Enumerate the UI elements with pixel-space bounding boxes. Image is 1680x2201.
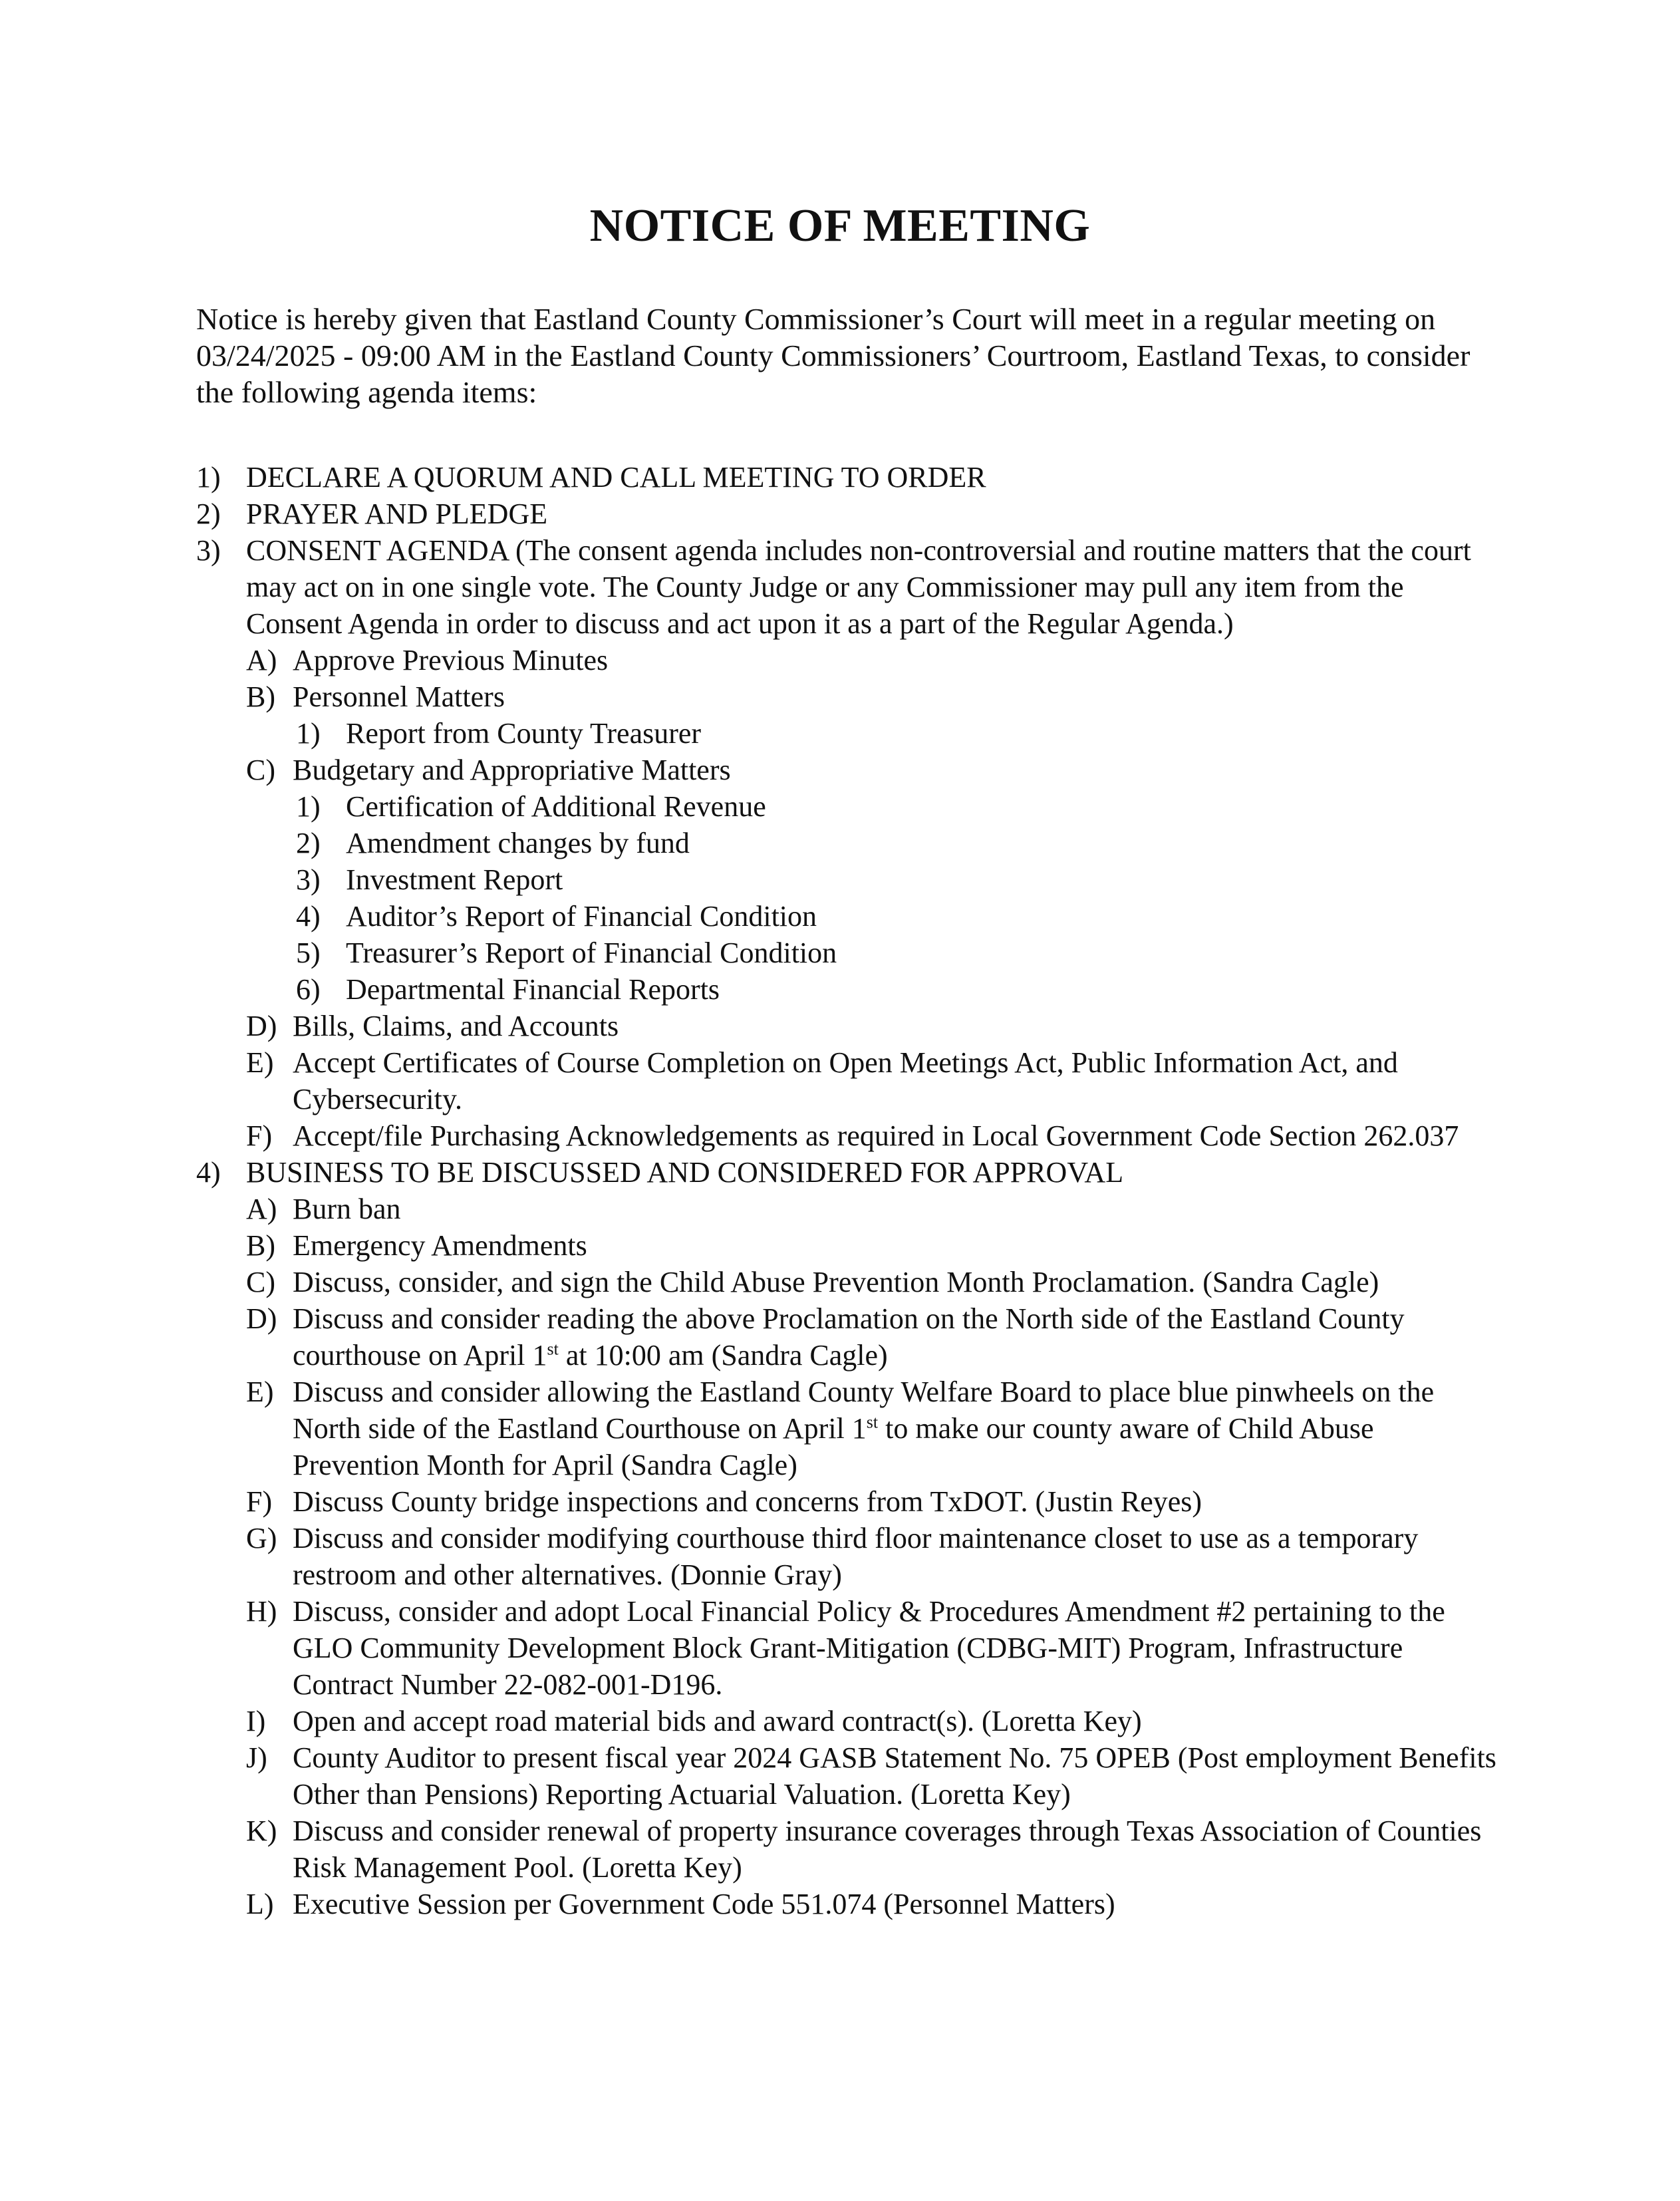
- item-text: DECLARE A QUORUM AND CALL MEETING TO ORDER: [246, 461, 986, 494]
- subitem-letter: B): [246, 1229, 275, 1262]
- subitem-text: Burn ban: [293, 1193, 401, 1225]
- subitem-letter: F): [246, 1485, 273, 1518]
- subitem-text: Bills, Claims, and Accounts: [293, 1010, 619, 1042]
- subsubitem-number: 5): [296, 937, 321, 969]
- agenda-subitem-4j: [246, 1739, 1500, 1813]
- agenda-subsubitem-3c2: [296, 825, 1500, 861]
- agenda-subitem-4k: [246, 1813, 1500, 1886]
- subitem-text: Accept/file Purchasing Acknowledgements as required in Local Government Code Section 262.037: [293, 1119, 1459, 1152]
- subitem-text: Discuss and consider renewal of property insurance coverages through Texas Association of Counties Risk Management Pool. (Loretta Key): [293, 1815, 1482, 1884]
- agenda-subitem-4c: [246, 1264, 1500, 1300]
- subitem-text: Discuss, consider and adopt Local Financial Policy & Procedures Amendment #2 pertaining to the GLO Community Development Block Grant-Mitigation (CDBG-MIT) Program, Infrastructure Contract Number 22-082-001-D196.: [293, 1595, 1445, 1701]
- subsubitem-number: 3): [296, 863, 321, 896]
- subitem-text: Open and accept road material bids and award contract(s). (Loretta Key): [293, 1705, 1142, 1737]
- subitem-letter: J): [246, 1741, 267, 1774]
- subitem-letter: K): [246, 1815, 277, 1847]
- subsubitem-number: 6): [296, 973, 321, 1006]
- item-number: 2): [196, 498, 221, 530]
- agenda-subitem-4l: [246, 1886, 1500, 1922]
- subitem-text: [293, 1300, 1500, 1374]
- agenda-subitem-3a: [246, 642, 1500, 678]
- subitem-text: County Auditor to present fiscal year 2024 GASB Statement No. 75 OPEB (Post employment Benefits Other than Pensions) Reporting Actuarial Valuation. (Loretta Key): [293, 1741, 1496, 1811]
- subitem-text: Emergency Amendments: [293, 1229, 587, 1262]
- agenda-item-2: [196, 496, 1500, 532]
- agenda-item-1: [196, 459, 1500, 496]
- subitem-text-part: to make our county aware of Child Abuse Prevention Month for April (Sandra Cagle): [293, 1412, 1374, 1481]
- subsubitem-text: Certification of Additional Revenue: [346, 790, 766, 823]
- agenda-subitem-4i: [246, 1703, 1500, 1739]
- agenda-subsubitem-3c3: [296, 861, 1500, 898]
- ordinal-suffix: st: [547, 1339, 559, 1359]
- subitem-letter: A): [246, 644, 277, 676]
- subitem-letter: D): [246, 1302, 277, 1335]
- subitem-letter: C): [246, 1266, 275, 1298]
- item-number: 3): [196, 534, 221, 567]
- subitem-text: Personnel Matters: [293, 680, 505, 713]
- ordinal-suffix: st: [866, 1412, 879, 1432]
- subitem-text: Discuss, consider, and sign the Child Abuse Prevention Month Proclamation. (Sandra Cagle): [293, 1266, 1379, 1298]
- subsubitem-text: Amendment changes by fund: [346, 827, 690, 859]
- subitem-letter: L): [246, 1888, 274, 1920]
- subitem-text-part: Discuss and consider reading the above Proclamation on the North side of the Eastland County courthouse on April 1: [293, 1302, 1405, 1372]
- subitem-letter: H): [246, 1595, 277, 1628]
- subsubitem-number: 1): [296, 790, 321, 823]
- subitem-letter: F): [246, 1119, 273, 1152]
- subsubitem-number: 4): [296, 900, 321, 933]
- agenda-subsubitem-3c4: [296, 898, 1500, 935]
- subitem-text: Executive Session per Government Code 551.074 (Personnel Matters): [293, 1888, 1115, 1920]
- agenda-item-4: [196, 1154, 1500, 1191]
- item-number: 1): [196, 461, 221, 494]
- subsubitem-text: Departmental Financial Reports: [346, 973, 720, 1006]
- subsubitem-number: 2): [296, 827, 321, 859]
- agenda-subitem-3e: [246, 1044, 1500, 1117]
- subsubitem-number: 1): [296, 717, 321, 750]
- subitem-text: Discuss and consider modifying courthouse third floor maintenance closet to use as a temporary restroom and other alternatives. (Donnie Gray): [293, 1522, 1419, 1591]
- agenda-subitem-3f: [246, 1117, 1500, 1154]
- agenda-subitem-3d: [246, 1008, 1500, 1044]
- subitem-letter: I): [246, 1705, 266, 1737]
- subsubitem-text: Treasurer’s Report of Financial Condition: [346, 937, 837, 969]
- agenda-subitem-4a: [246, 1191, 1500, 1227]
- subitem-text: Budgetary and Appropriative Matters: [293, 754, 731, 786]
- item-number: 4): [196, 1156, 221, 1189]
- agenda-item-3: [196, 532, 1500, 642]
- subsubitem-text: Auditor’s Report of Financial Condition: [346, 900, 817, 933]
- subitem-text: Approve Previous Minutes: [293, 644, 609, 676]
- subitem-text: Discuss County bridge inspections and concerns from TxDOT. (Justin Reyes): [293, 1485, 1202, 1518]
- agenda-subitem-4h: [246, 1593, 1500, 1703]
- subitem-letter: A): [246, 1193, 277, 1225]
- subitem-letter: B): [246, 680, 275, 713]
- subitem-text-part: Discuss and consider allowing the Eastland County Welfare Board to place blue pinwheels on the North side of the Eastland Courthouse on April 1: [293, 1376, 1435, 1445]
- agenda-subitem-3c: [246, 752, 1500, 788]
- subitem-text: Accept Certificates of Course Completion on Open Meetings Act, Public Information Act, and Cybersecurity.: [293, 1046, 1398, 1115]
- item-text: PRAYER AND PLEDGE: [246, 498, 548, 530]
- page-title: NOTICE OF MEETING: [589, 200, 1091, 251]
- subsubitem-text: Investment Report: [346, 863, 563, 896]
- subitem-letter: E): [246, 1376, 274, 1408]
- item-text: CONSENT AGENDA (The consent agenda includes non-controversial and routine matters that the court may act on in one single vote. The County Judge or any Commissioner may pull any item from the Consent Agenda in order to discuss and act upon it as a part of the Regular Agenda.): [246, 534, 1471, 640]
- intro-paragraph: Notice is hereby given that Eastland County Commissioner’s Court will meet in a regular meeting on 03/24/2025 - 09:00 AM in the Eastland County Commissioners’ Courtroom, Eastland Texas, to consider the following agenda items:: [196, 302, 1470, 409]
- agenda-list: [196, 459, 1500, 1922]
- agenda-subsubitem-3c5: [296, 935, 1500, 971]
- agenda-subitem-4e: [246, 1374, 1500, 1483]
- subitem-letter: C): [246, 754, 275, 786]
- item-text: BUSINESS TO BE DISCUSSED AND CONSIDERED FOR APPROVAL: [246, 1156, 1124, 1189]
- subitem-letter: E): [246, 1046, 274, 1079]
- agenda-subitem-3b: [246, 678, 1500, 715]
- agenda-subitem-4d: [246, 1300, 1500, 1374]
- agenda-subsubitem-3c6: [296, 971, 1500, 1008]
- subitem-letter: D): [246, 1010, 277, 1042]
- agenda-subsubitem-3c1: [296, 788, 1500, 825]
- agenda-subsubitem-3b1: [296, 715, 1500, 752]
- agenda-subitem-4b: [246, 1227, 1500, 1264]
- subsubitem-text: Report from County Treasurer: [346, 717, 702, 750]
- subitem-letter: G): [246, 1522, 277, 1554]
- agenda-subitem-4f: [246, 1483, 1500, 1520]
- agenda-subitem-4g: [246, 1520, 1500, 1593]
- subitem-text: [293, 1374, 1500, 1483]
- subitem-text-part: at 10:00 am (Sandra Cagle): [558, 1339, 888, 1372]
